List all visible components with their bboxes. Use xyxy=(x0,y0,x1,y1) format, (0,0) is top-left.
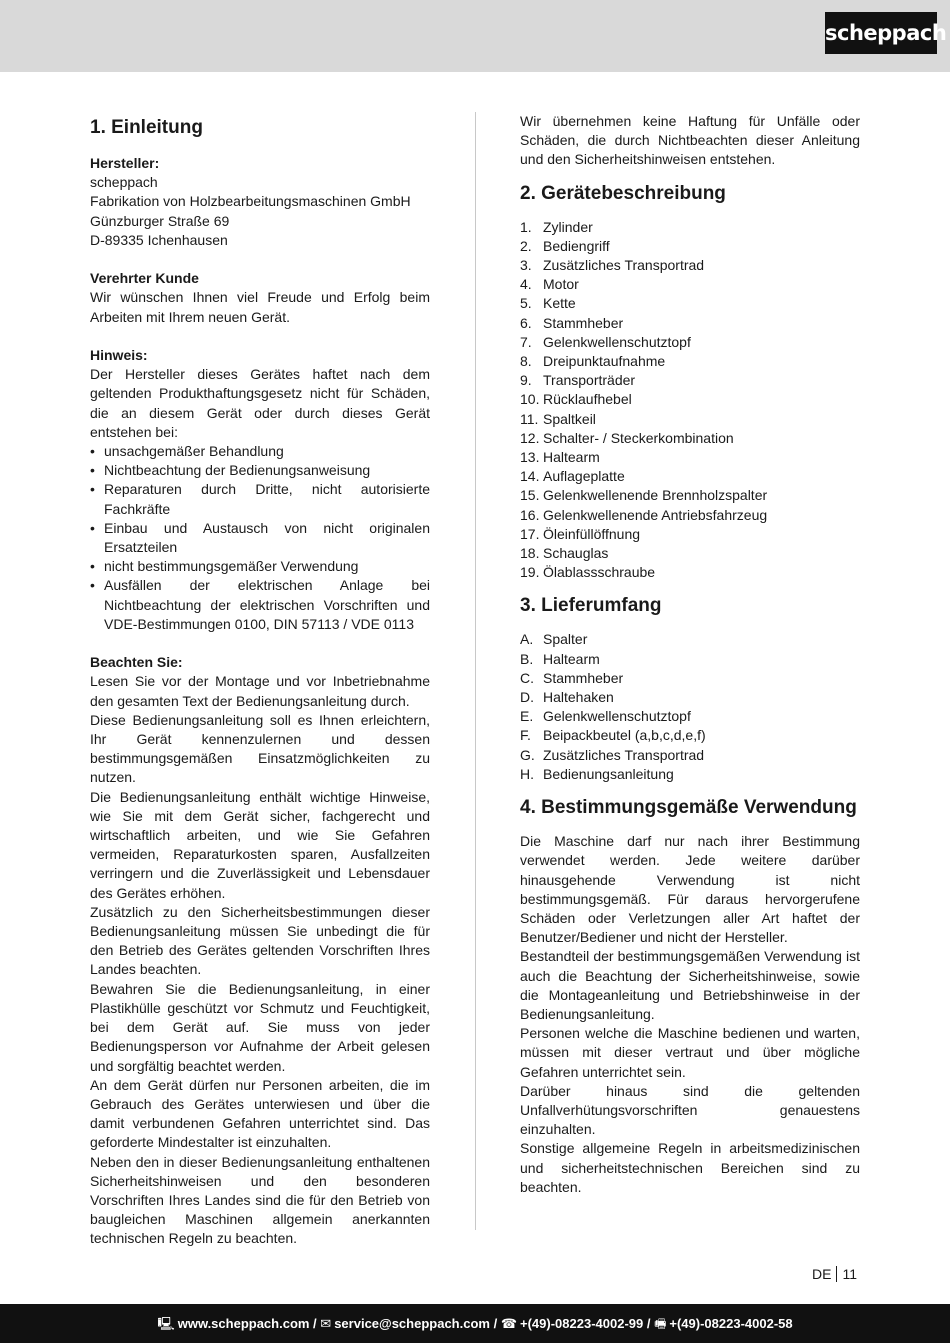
section-2-title: 2. Gerätebeschreibung xyxy=(520,182,726,204)
beachten-paragraph: Lesen Sie vor der Montage und vor Inbetriebnahme den gesamten Text der Bedienungsanleitung durch. xyxy=(90,673,430,709)
beachten-paragraph: An dem Gerät dürfen nur Personen arbeiten, die im Gebrauch des Gerätes unterwiesen und über die damit verbundenen Gefahren unterrichtet sind. Das geforderte Mindestalter ist einzuhalten. xyxy=(90,1076,430,1151)
list-item: • Ausfällen der elektrischen Anlage bei Nichtbeachtung der elektrischen Vorschriften und VDE-Bestimmungen 0100, DIN 57113 / VDE 0113 xyxy=(90,576,430,634)
address-line: D-89335 Ichenhausen xyxy=(90,231,228,248)
list-item: 14. Auflageplatte xyxy=(520,468,625,485)
page-number xyxy=(812,1264,857,1284)
mail-icon: ✉ xyxy=(320,1316,332,1331)
page-index: 11 xyxy=(842,1266,857,1282)
usage-paragraph: Bestandteil der bestimmungsgemäßen Verwendung ist auch die Beachtung der Sicherheitshinweise, sowie die Montageanleitung und Betriebshinweise in der Bedienungsanleitung. xyxy=(520,948,860,1022)
kunde-label: Verehrter Kunde xyxy=(90,270,199,287)
computer-icon: 🖳 xyxy=(157,1316,175,1331)
list-item: 4. Motor xyxy=(520,276,579,293)
list-item: F. Beipackbeutel (a,b,c,d,e,f) xyxy=(520,727,706,744)
list-item: 13. Haltearm xyxy=(520,449,600,466)
list-item: 19. Ölablassschraube xyxy=(520,564,656,581)
usage-paragraph: Die Maschine darf nur nach ihrer Bestimmung verwendet werden. Jede weitere darüber hinausgehende Verwendung ist nicht bestimmungsgemäß. Für daraus hervorgerufene Schäden oder Verletzungen aller Art haftet der Benutzer/Bediener und nicht der Hersteller. xyxy=(520,833,860,946)
section-4-title: 4. Bestimmungsgemäße Verwendung xyxy=(520,797,857,819)
section-3-title: 3. Lieferumfang xyxy=(520,595,662,617)
brand-logo: scheppach xyxy=(825,12,937,54)
hersteller-label: Hersteller: xyxy=(90,155,160,171)
list-item: 16. Gelenkwellenende Antriebsfahrzeug xyxy=(520,506,768,523)
list-item: 2. Bediengriff xyxy=(520,237,610,254)
page-lang: DE xyxy=(812,1266,832,1282)
list-item: 11. Spaltkeil xyxy=(520,410,596,427)
beachten-paragraph: Diese Bedienungsanleitung soll es Ihnen erleichtern, Ihr Gerät kennenzulernen und dessen bestimmungsgemäßen Einsatzmöglichkeiten zu nutzen. xyxy=(90,711,430,786)
list-item: H. Bedienungsanleitung xyxy=(520,765,674,782)
list-item: 3. Zusätzliches Transportrad xyxy=(520,257,705,274)
beachten-paragraph: Bewahren Sie die Bedienungsanleitung, in einer Plastikhülle geschützt vor Schmutz und Feuchtigkeit, bei dem Gerät auf. Sie muss von jeder Bedienungsperson vor Aufnahme der Arbeit gelesen und sorgfältig beachtet werden. xyxy=(90,980,430,1074)
right-column xyxy=(520,112,860,1197)
list-item: 6. Stammheber xyxy=(520,314,624,331)
parts-list xyxy=(520,218,860,583)
list-item: • unsachgemäßer Behandlung xyxy=(90,442,430,461)
list-item: G. Zusätzliches Transportrad xyxy=(520,746,705,763)
list-item: 15. Gelenkwellenende Brennholzspalter xyxy=(520,487,768,504)
list-item: 9. Transporträder xyxy=(520,372,636,389)
hinweis-label: Hinweis: xyxy=(90,347,148,363)
address-line: Fabrikation von Holzbearbeitungsmaschinen GmbH xyxy=(90,193,411,210)
haftung-text: Wir übernehmen keine Haftung für Unfälle oder Schäden, die durch Nichtbeachten dieser Anleitung und den Sicherheitshinweisen entstehen. xyxy=(520,113,860,168)
list-item: E. Gelenkwellenschutztopf xyxy=(520,708,691,725)
address-line: Günzburger Straße 69 xyxy=(90,212,230,229)
beachten-label: Beachten Sie: xyxy=(90,654,183,671)
footer-fax: +(49)-08223-4002-58 xyxy=(669,1316,793,1331)
left-column xyxy=(90,112,430,1249)
section-1-title: 1. Einleitung xyxy=(90,117,203,138)
list-item: 10. Rücklaufhebel xyxy=(520,391,632,408)
hinweis-list xyxy=(90,442,430,634)
footer-bar xyxy=(0,1304,950,1343)
fax-icon: 🖷 xyxy=(654,1316,667,1331)
beachten-paragraph: Die Bedienungsanleitung enthält wichtige Hinweise, wie Sie mit dem Gerät sicher, fachgerecht und wirtschaftlich arbeiten, und wie Sie Gefahren vermeiden, Reparaturkosten sparen, Ausfallzeiten verringern und die Zuverlässigkeit und Lebensdauer des Gerätes erhöhen. xyxy=(90,788,430,901)
beachten-paragraph: Neben den in dieser Bedienungsanleitung enthaltenen Sicherheitshinweisen und den besonderen Vorschriften Ihres Landes sind die für den Betrieb von baugleichen Maschinen allgemein anerkannten technischen Regeln zu beachten. xyxy=(90,1153,430,1247)
footer-email[interactable]: service@scheppach.com / xyxy=(334,1316,498,1331)
usage-paragraph: Personen welche die Maschine bedienen und warten, müssen mit dieser vertraut und über mögliche Gefahren unterrichtet sein. xyxy=(520,1025,860,1080)
delivery-list xyxy=(520,630,860,784)
list-item: • nicht bestimmungsgemäßer Verwendung xyxy=(90,557,430,576)
footer-website[interactable]: www.scheppach.com / xyxy=(177,1316,317,1331)
address-line: scheppach xyxy=(90,174,158,191)
list-item: 17. Öleinfüllöffnung xyxy=(520,525,641,542)
usage-paragraph: Darüber hinaus sind die geltenden Unfallverhütungsvorschriften genauestens einzuhalten. xyxy=(520,1082,860,1138)
list-item: 12. Schalter- / Steckerkombination xyxy=(520,429,734,446)
list-item: C. Stammheber xyxy=(520,669,624,686)
hinweis-text: Der Hersteller dieses Gerätes haftet nach dem geltenden Produkthaftungsgesetz nicht für Schäden, die an diesem Gerät oder durch dieses Gerät entstehen bei: xyxy=(90,366,430,440)
list-item: • Reparaturen durch Dritte, nicht autorisierte Fachkräfte xyxy=(90,480,430,518)
list-item: A. Spalter xyxy=(520,631,588,648)
footer-phone: +(49)-08223-4002-99 / xyxy=(520,1316,651,1331)
column-divider xyxy=(475,112,476,1230)
list-item: 8. Dreipunktaufnahme xyxy=(520,353,666,370)
kunde-text: Wir wünschen Ihnen viel Freude und Erfolg beim Arbeiten mit Ihrem neuen Gerät. xyxy=(90,289,430,325)
list-item: 5. Kette xyxy=(520,295,576,312)
list-item: 18. Schauglas xyxy=(520,545,609,562)
phone-icon: ☎ xyxy=(500,1316,518,1331)
list-item: • Nichtbeachtung der Bedienungsanweisung xyxy=(90,461,430,480)
list-item: 1. Zylinder xyxy=(520,218,593,235)
usage-paragraph: Sonstige allgemeine Regeln in arbeitsmedizinischen und sicherheitstechnischen Bereichen sind zu beachten. xyxy=(520,1140,860,1195)
list-item: 7. Gelenkwellenschutztopf xyxy=(520,333,691,350)
list-item: • Einbau und Austausch von nicht originalen Ersatzteilen xyxy=(90,519,430,557)
list-item: B. Haltearm xyxy=(520,650,600,667)
beachten-paragraph: Zusätzlich zu den Sicherheitsbestimmungen dieser Bedienungsanleitung müssen Sie unbedingt die für den Betrieb des Gerätes geltenden Vorschriften Ihres Landes beachten. xyxy=(90,903,430,978)
header-bar xyxy=(0,0,950,72)
manufacturer-address xyxy=(90,173,430,250)
list-item: D. Haltehaken xyxy=(520,689,614,706)
